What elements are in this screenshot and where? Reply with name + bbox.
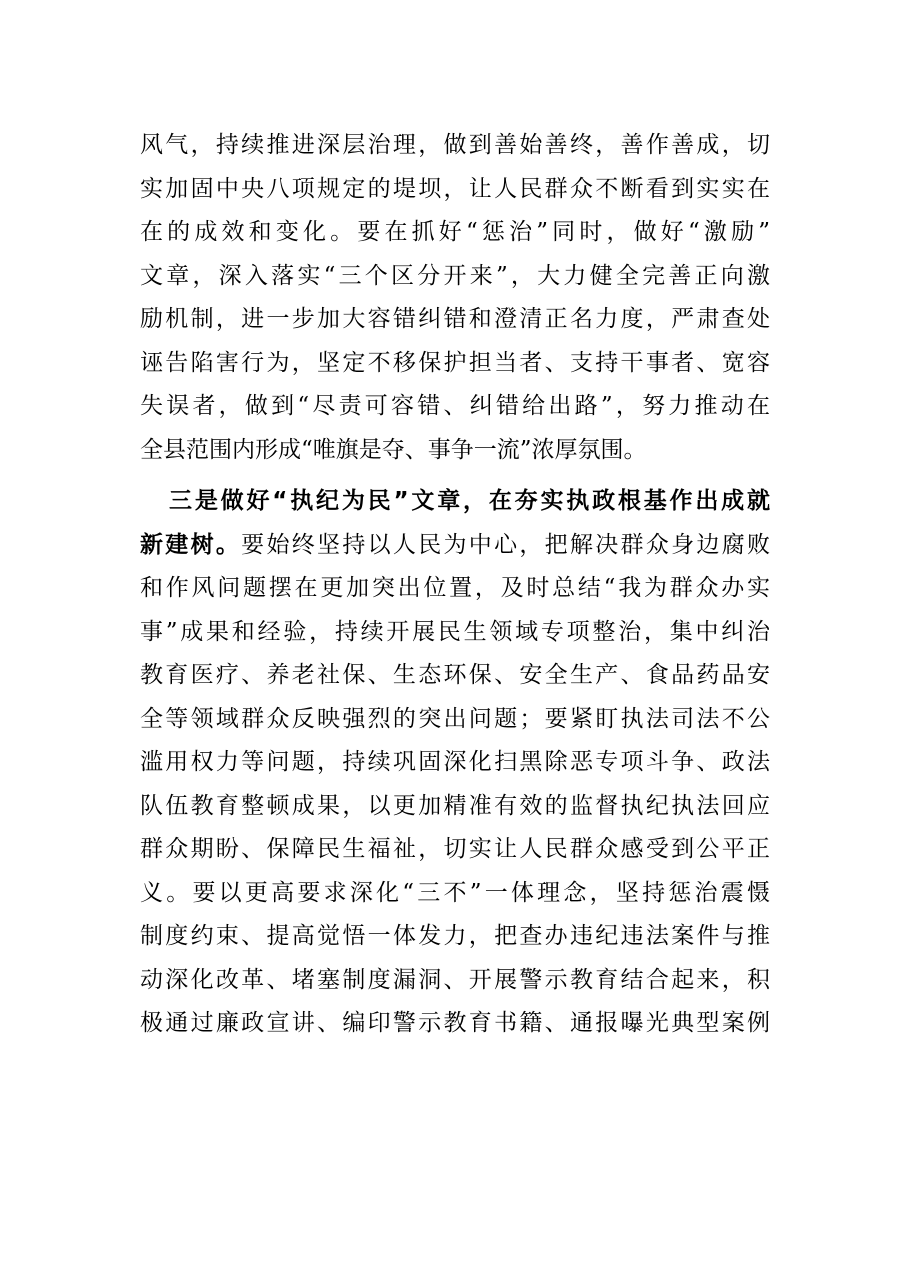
text-line: 实加固中央八项规定的堤坝，让人民群众不断看到实实在: [140, 175, 770, 202]
text-line: 极通过廉政宣讲、编印警示教育书籍、通报曝光典型案例: [140, 1010, 770, 1036]
section-heading-end: 新建树。: [140, 531, 242, 558]
paragraph-gap: [140, 472, 770, 480]
text-line: 和作风问题摆在更加突出位置，及时总结“我为群众办实: [140, 575, 770, 601]
text-line: 滥用权力等问题，持续巩固深化扫黑除恶专项斗争、政法: [140, 749, 770, 775]
section-heading: 三是做好“执纪为民”文章，在夯实执政根基作出成就: [169, 488, 770, 514]
paragraph-1: [140, 124, 770, 472]
text-line: 风气，持续推进深层治理，做到善始善终，善作善成，切: [140, 132, 770, 158]
text-line: 励机制，进一步加大容错纠错和澄清正名力度，严肃查处: [140, 306, 770, 332]
text-line: 队伍教育整顿成果，以更加精准有效的监督执纪执法回应: [140, 792, 770, 819]
text-line: 全县范围内形成“唯旗是夺、事争一流”浓厚氛围。: [140, 436, 647, 463]
text-line: 群众期盼、保障民生福祉，切实让人民群众感受到公平正: [140, 836, 770, 862]
text-line: 文章，深入落实“三个区分开来”，大力健全完善正向激: [140, 262, 770, 289]
text-line: [140, 524, 770, 568]
document-body: [140, 124, 770, 1046]
text-line: 诬告陷害行为，坚定不移保护担当者、支持干事者、宽容: [140, 349, 770, 376]
text-line-rest: 要始终坚持以人民为中心，把解决群众身边腐败: [241, 531, 771, 558]
text-line: 在的成效和变化。要在抓好“惩治”同时，做好“激励”: [140, 219, 770, 245]
text-line: 动深化改革、堵塞制度漏洞、开展警示教育结合起来，积: [140, 966, 770, 993]
text-line: 事”成果和经验，持续开展民生领域专项整治，集中纠治: [140, 618, 770, 645]
paragraph-2: [140, 480, 770, 1046]
text-line: 义。要以更高要求深化“三不”一体理念，坚持惩治震慑: [140, 879, 770, 906]
text-line: 教育医疗、养老社保、生态环保、安全生产、食品药品安: [140, 662, 770, 688]
text-line: 失误者，做到“尽责可容错、纠错给出路”，努力推动在: [140, 393, 770, 419]
text-line: 全等领域群众反映强烈的突出问题；要紧盯执法司法不公: [140, 705, 770, 732]
text-line: 制度约束、提高觉悟一体发力，把查办违纪违法案件与推: [140, 923, 770, 949]
